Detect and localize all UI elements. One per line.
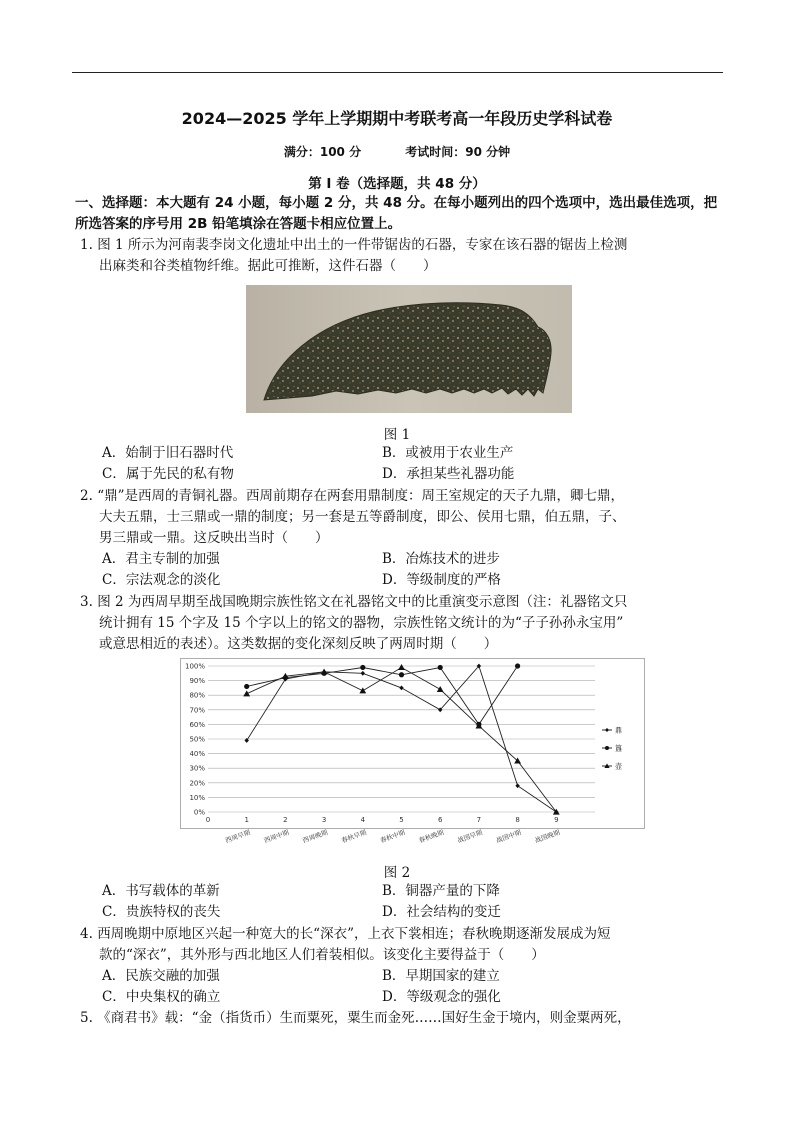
data-point [399,686,403,691]
y-tick-label: 40% [189,750,205,759]
question-1-options [102,443,662,485]
question-number: 1. [80,237,93,253]
stone-sickle-photo [246,285,572,413]
data-point [515,783,519,788]
x-tick-label: 6 [437,816,443,824]
question-stem-line: 图 1 所示为河南裴李岗文化遗址中出土的一件带锯齿的石器，专家在该石器的锯齿上检测 [97,237,628,253]
header-rule [72,72,723,73]
question-number: 3. [80,594,93,610]
data-point [398,664,405,670]
line-chart [180,658,645,858]
legend-marker [605,746,609,750]
chart-frame [181,659,645,829]
category-label: 西周早期 [224,828,252,845]
y-tick-label: 20% [189,779,205,788]
data-point [515,663,520,668]
y-tick-label: 60% [189,720,205,729]
category-label: 战国晚期 [533,828,561,845]
legend-label: 壶 [615,762,622,771]
data-point [321,668,328,674]
option-a: A．书写载体的革新 [102,883,220,899]
question-number: 5. [80,1010,93,1026]
option-c: C．宗法观念的淡化 [102,572,221,588]
y-tick-label: 10% [189,793,205,802]
x-tick-label: 9 [554,816,559,824]
figure-2-caption: 图 2 [383,865,411,881]
question-3-options [102,881,662,923]
y-tick-label: 100% [184,662,205,671]
category-label: 春秋中期 [379,828,407,845]
option-d: D．等级制度的严格 [382,572,501,588]
category-label: 春秋早期 [340,828,368,845]
y-tick-label: 50% [189,735,205,744]
question-1 [80,235,725,277]
option-b: B．或被用于农业生产 [382,445,514,461]
question-stem-line: “鼎”是西周的青铜礼器。西周前期存在两套用鼎制度：周王室规定的天子九鼎，卿七鼎， [97,488,624,504]
x-tick-label: 4 [360,816,366,824]
data-point [437,686,444,692]
question-stem-line: 统计拥有 15 个字及 15 个字以上的铭文的器物，宗族性铭文统计的为“子子孙孙永宝用” [99,615,624,631]
x-tick-label: 2 [283,816,288,824]
question-stem-line: 出麻类和谷类植物纤维。据此可推断，这件石器（ ） [99,258,437,274]
question-2-options [102,549,662,591]
category-label: 西周晚期 [301,828,329,845]
option-c: C．贵族特权的丧失 [102,904,221,920]
y-tick-label: 80% [189,691,205,700]
data-point [361,671,365,676]
x-tick-label: 3 [321,816,327,824]
y-tick-label: 30% [189,764,205,773]
part-title: 第 I 卷（选择题，共 48 分） [308,176,486,192]
question-stem-line: 男三鼎或一鼎。这反映出当时（ ） [99,530,329,546]
x-tick-label: 0 [205,816,211,824]
option-b: B．冶炼技术的进步 [382,551,500,567]
question-stem-line: 款的“深衣”，其外形与西北地区人们着装相似。该变化主要得益于（ ） [99,947,545,963]
data-point [438,665,443,670]
question-stem-line: 图 2 为西周早期至战国晚期宗族性铭文在礼器铭文中的比重演变示意图（注：礼器铭文只 [97,594,628,610]
section-instructions: 一、选择题：本大题有 24 小题，每小题 2 分，共 48 分。在每小题列出的四个选项中，选出最佳选项，把所选答案的序号用 2B 铅笔填涂在答题卡相应位置上。 [75,195,718,232]
option-a: A．民族交融的加强 [102,968,220,984]
x-tick-label: 5 [399,816,404,824]
figure-1-caption: 图 1 [383,427,411,443]
option-b: B．铜器产量的下降 [382,883,500,899]
data-point [243,690,250,696]
category-label: 春秋晚期 [417,828,445,845]
question-stem-line: 《商君书》载：“金（指货币）生而粟死，粟生而金死……国好生金于境内，则金粟两死， [97,1010,631,1026]
option-c: C．中央集权的确立 [102,989,221,1005]
option-c: C．属于先民的私有物 [102,466,234,482]
legend-marker [605,728,609,732]
option-a: A．始制于旧石器时代 [102,445,234,461]
option-d: D．等级观念的强化 [382,989,501,1005]
question-2 [80,486,725,549]
option-a: A．君主专制的加强 [102,551,220,567]
data-point [244,684,249,689]
y-tick-label: 70% [189,706,205,715]
data-point [359,687,366,693]
data-point [360,665,365,670]
option-d: D．承担某些礼器功能 [382,466,515,482]
y-tick-label: 90% [189,677,205,686]
question-5 [80,1008,725,1029]
legend-label: 鼎 [615,726,622,735]
exam-time: 考试时间：90 分钟 [405,145,511,159]
question-number: 4. [80,926,93,942]
exam-meta [0,143,794,160]
question-4-options [102,966,662,1008]
y-tick-label: 0% [193,808,205,817]
question-number: 2. [80,488,93,504]
question-3 [80,592,725,655]
question-stem-line: 大夫五鼎，士三鼎或一鼎的制度；另一套是五等爵制度，即公、侯用七鼎，伯五鼎，子、 [99,509,626,525]
question-stem-line: 或意思相近的表述）。这类数据的变化深刻反映了两周时期（ ） [99,636,498,652]
question-4 [80,924,725,966]
option-d: D．社会结构的变迁 [382,904,501,920]
data-point [399,672,404,677]
full-score: 满分：100 分 [283,145,362,159]
option-b: B．早期国家的建立 [382,968,500,984]
category-label: 战国中期 [495,828,523,845]
exam-title: 2024—2025 学年上学期期中考联考高一年段历史学科试卷 [181,109,613,128]
category-label: 西周中期 [262,828,291,845]
category-label: 战国早期 [456,828,484,845]
x-tick-label: 1 [244,816,249,824]
question-stem-line: 西周晚期中原地区兴起一种宽大的长“深衣”，上衣下裳相连；春秋晚期逐渐发展成为短 [97,926,611,942]
x-tick-label: 7 [476,816,482,824]
x-tick-label: 8 [515,816,520,824]
legend-label: 簋 [615,744,622,753]
